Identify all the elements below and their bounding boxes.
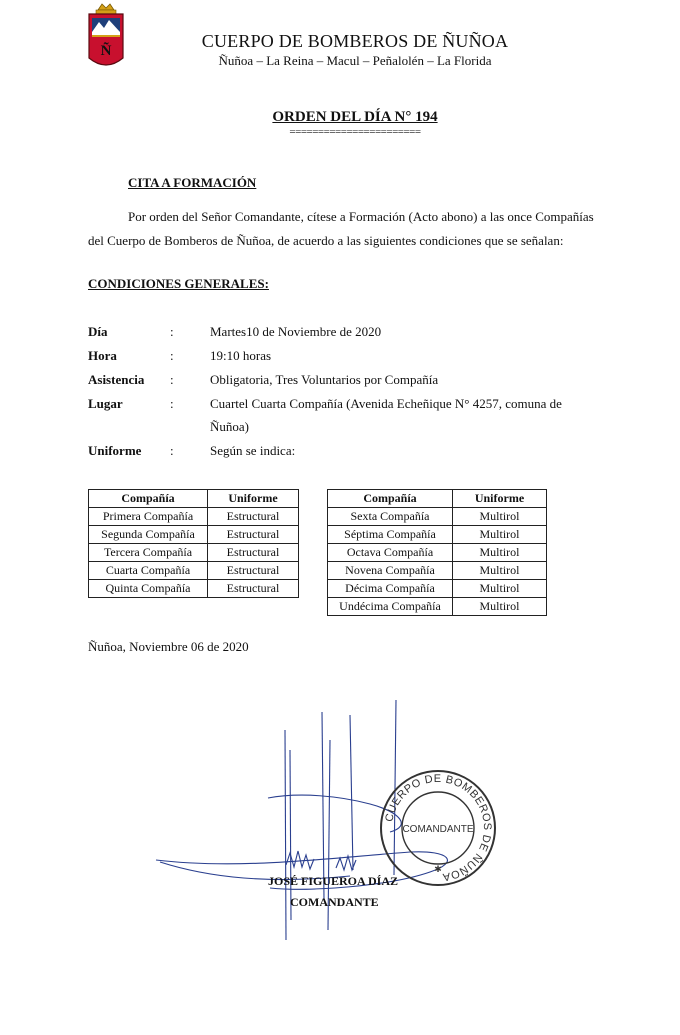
condition-colon: :: [170, 372, 174, 387]
table-header-row: [328, 490, 547, 508]
condition-value-dia: Martes10 de Noviembre de 2020: [210, 324, 382, 339]
table-row: [89, 508, 299, 526]
table-header-uniforme: Uniforme: [208, 490, 299, 508]
table-cell-uniform: Multirol: [453, 562, 547, 580]
order-title-divider: =======================: [289, 126, 421, 138]
table-cell-company: Tercera Compañía: [89, 544, 208, 562]
table-cell-company: Primera Compañía: [89, 508, 208, 526]
document-date: Ñuñoa, Noviembre 06 de 2020: [88, 639, 249, 654]
table-header-compania: Compañía: [89, 490, 208, 508]
table-row: [328, 544, 547, 562]
table-cell-company: Undécima Compañía: [328, 598, 453, 616]
table-cell-company: Séptima Compañía: [328, 526, 453, 544]
condition-label-uniforme: Uniforme: [88, 443, 142, 458]
table-row: [89, 544, 299, 562]
condition-colon: :: [170, 324, 174, 339]
table-header-compania: Compañía: [328, 490, 453, 508]
organization-name: CUERPO DE BOMBEROS DE ÑUÑOA: [201, 31, 509, 51]
organization-communes: Ñuñoa – La Reina – Macul – Peñalolén – La Florida: [218, 53, 492, 68]
table-cell-uniform: Multirol: [453, 598, 547, 616]
table-cell-uniform: Multirol: [453, 580, 547, 598]
table-cell-uniform: Estructural: [208, 562, 299, 580]
official-stamp: [378, 768, 498, 888]
stamp-ring-text: CUERPO DE BOMBEROS DE ÑUÑOA: [383, 772, 494, 883]
condition-colon: :: [170, 443, 174, 458]
condition-colon: :: [170, 396, 174, 411]
table-cell-company: Segunda Compañía: [89, 526, 208, 544]
table-cell-company: Décima Compañía: [328, 580, 453, 598]
org-logo: [86, 2, 126, 72]
table-cell-uniform: Estructural: [208, 580, 299, 598]
section-heading-cita: CITA A FORMACIÓN: [128, 175, 257, 190]
table-row: [89, 562, 299, 580]
table-cell-uniform: Multirol: [453, 526, 547, 544]
table-cell-company: Cuarta Compañía: [89, 562, 208, 580]
signer-name: JOSÉ FIGUEROA DÍAZ: [268, 874, 399, 888]
table-cell-company: Sexta Compañía: [328, 508, 453, 526]
table-row: [328, 526, 547, 544]
condition-value-uniforme: Según se indica:: [210, 443, 296, 458]
uniform-table-right: [327, 489, 547, 616]
condition-colon: :: [170, 348, 174, 363]
table-cell-uniform: Estructural: [208, 508, 299, 526]
table-row: [328, 562, 547, 580]
table-cell-company: Octava Compañía: [328, 544, 453, 562]
table-row: [89, 580, 299, 598]
condition-value-hora: 19:10 horas: [210, 348, 272, 363]
table-row: [89, 526, 299, 544]
table-cell-company: Novena Compañía: [328, 562, 453, 580]
stamp-center-text: COMANDANTE: [402, 824, 474, 835]
condition-label-hora: Hora: [88, 348, 117, 363]
table-row: [328, 598, 547, 616]
table-row: [328, 580, 547, 598]
table-row: [328, 508, 547, 526]
star-icon: ✱: [434, 865, 442, 875]
uniform-table-left: [88, 489, 299, 598]
intro-paragraph: Por orden del Señor Comandante, cítese a Formación (Acto abono) a las once Compañías del Cuerpo de Bomberos de Ñuñoa, de acuerdo a las siguientes condiciones que se señalan:: [88, 209, 594, 248]
table-cell-company: Quinta Compañía: [89, 580, 208, 598]
table-cell-uniform: Multirol: [453, 544, 547, 562]
section-heading-condiciones: CONDICIONES GENERALES:: [88, 276, 269, 291]
signer-role: COMANDANTE: [290, 895, 379, 909]
table-header-uniforme: Uniforme: [453, 490, 547, 508]
condition-label-asistencia: Asistencia: [88, 372, 145, 387]
condition-label-lugar: Lugar: [88, 396, 123, 411]
table-cell-uniform: Estructural: [208, 544, 299, 562]
condition-label-dia: Día: [88, 324, 108, 339]
table-cell-uniform: Estructural: [208, 526, 299, 544]
condition-value-asistencia: Obligatoria, Tres Voluntarios por Compañía: [210, 372, 439, 387]
order-title: ORDEN DEL DÍA N° 194: [272, 109, 438, 125]
logo-letter: Ñ: [100, 43, 112, 59]
condition-value-lugar: Cuartel Cuarta Compañía (Avenida Echeñique N° 4257, comuna de Ñuñoa): [210, 396, 562, 434]
table-cell-uniform: Multirol: [453, 508, 547, 526]
table-header-row: [89, 490, 299, 508]
